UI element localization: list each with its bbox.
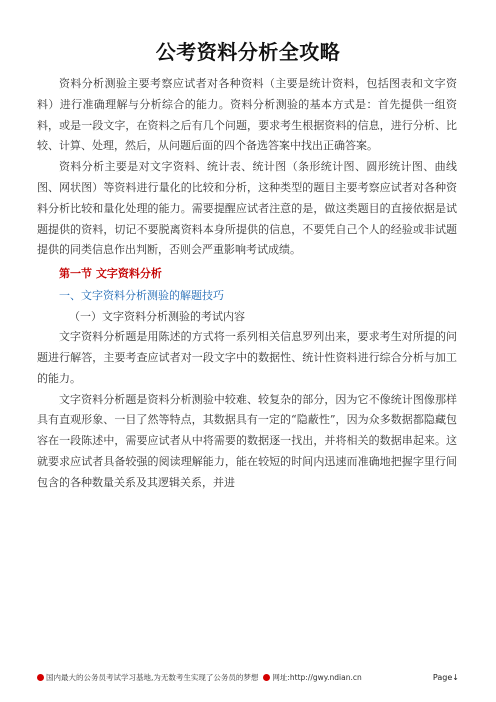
red-dot-icon <box>263 674 270 681</box>
section-heading: 第一节 文字资料分析 <box>59 267 162 281</box>
paragraph-content-1: 文字资料分析题是用陈述的方式将一系列相关信息罗列出来，要求考生对所提的问题进行解答，主要考查应试者对一段文字中的数据性、统计性资料进行综合分析与加工的能力。 <box>37 330 457 385</box>
subheading-level-1: 一、文字资料分析测验的解题技巧 <box>59 289 224 303</box>
paragraph-intro-2: 资料分析主要是对文字资料、统计表、统计图（条形统计图、圆形统计图、曲线图、网状图）等资料进行量化的比较和分析，这种类型的题目主要考察应试者对各种资料分析比较和量化处理的能力。需要提醒应试者注意的是，做这类题目的直接依据是试题提供的资料，切记不要脱离资料本身所提供的信息，不要凭自己个人的经验或非试题提供的同类信息作出判断，否则会严重影响考试成绩。 <box>37 160 457 257</box>
paragraph-content-2: 文字资料分析题是资料分析测验中较难、较复杂的部分，因为它不像统计图像那样具有直观形象、一目了然等特点，其数据具有一定的“隐蔽性”，因为众多数据都隐藏包容在一段陈述中，需要应试者从中将需要的数据逐一找出，并将相关的数据串起来。这就要求应试者具备较强的阅读理解能力，能在较短的时间内迅速而准确地把握字里行间包含的各种数量关系及其逻辑关系，并进 <box>37 392 457 489</box>
page-number: Page↓ <box>432 672 459 682</box>
footer-url[interactable]: 网址:http://gwy.ndian.cn <box>272 672 362 682</box>
subheading-level-2: （一）文字资料分析测验的考试内容 <box>69 310 245 324</box>
red-dot-icon <box>37 674 44 681</box>
page-footer <box>37 670 459 684</box>
footer-slogan: 国内最大的公务员考试学习基地,为无数考生实现了公务员的梦想 <box>46 672 259 682</box>
document-title: 公考资料分析全攻略 <box>155 40 341 64</box>
paragraph-intro-1: 资料分析测验主要考察应试者对各种资料（主要是统计资料，包括图表和文字资料）进行准确理解与分析综合的能力。资料分析测验的基本方式是：首先提供一组资料，或是一段文字，在资料之后有几个问题，要求考生根据资料的信息，进行分析、比较、计算、处理，然后，从问题后面的四个备选答案中找出正确答案。 <box>37 77 457 153</box>
document-body <box>37 74 457 494</box>
